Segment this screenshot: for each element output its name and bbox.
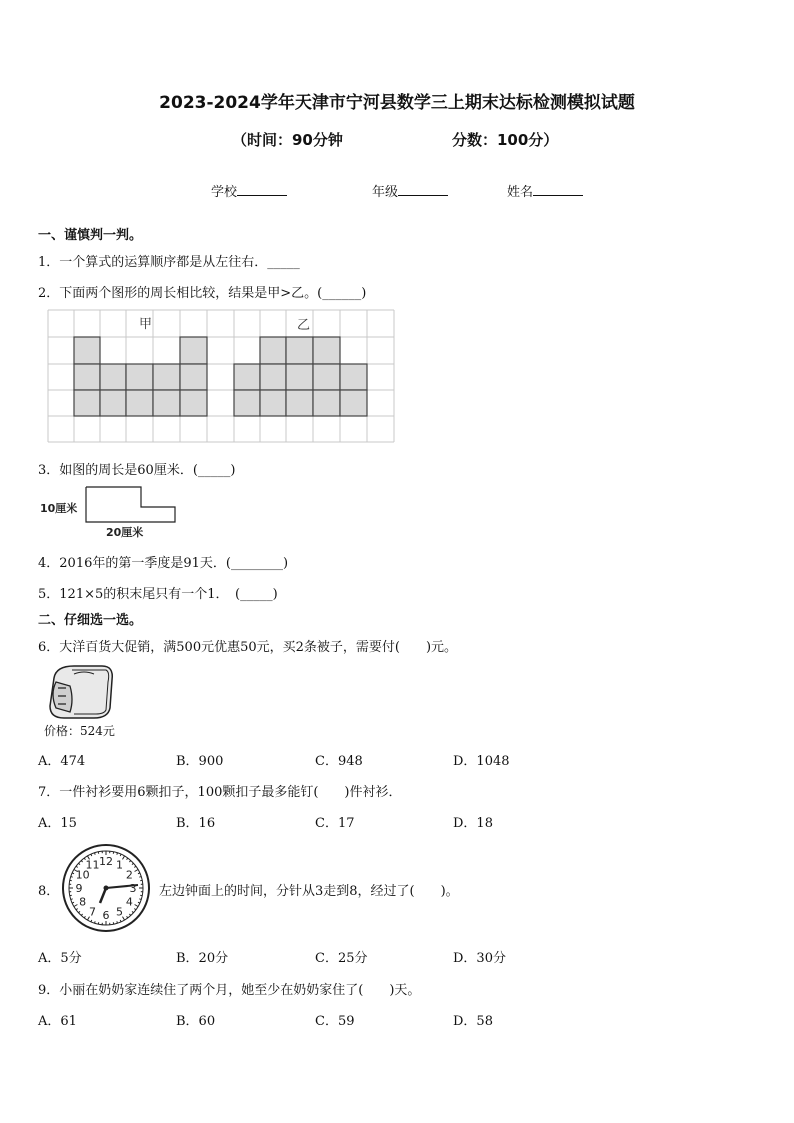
clock-tick [95,921,96,923]
question-8-number: 8． [38,884,60,899]
q7-option-a[interactable]: A．15 [38,816,77,831]
perimeter-grid-figure [46,308,396,444]
q6-option-b[interactable]: B．900 [176,754,224,769]
grade-label: 年级 [372,185,399,200]
quilt-icon [44,660,126,722]
clock-number: 5 [116,905,123,919]
section-1-heading: 一、谨慎判一判。 [38,228,143,243]
q9-option-b[interactable]: B．60 [176,1014,216,1029]
clock-number: 6 [102,909,110,922]
clock-number: 9 [75,882,83,895]
label-20cm: 20厘米 [106,526,144,539]
q7-option-c[interactable]: C．17 [315,816,355,831]
price-label: 价格：524元 [44,724,115,738]
school-label: 学校 [211,185,238,200]
q8-option-b[interactable]: B．20分 [176,951,229,966]
q8-option-c[interactable]: C．25分 [315,951,368,966]
clock-number: 1 [116,858,123,872]
clock-tick [139,899,141,900]
question-2: 2．下面两个图形的周长相比较，结果是甲>乙。(______) [38,286,367,301]
school-field [211,181,287,200]
clock-tick [71,899,73,900]
question-9: 9．小丽在奶奶家连续住了两个月，她至少在奶奶家住了( )天。 [38,983,421,998]
question-3: 3．如图的周长是60厘米．(_____) [38,463,236,478]
clock-icon [60,843,152,933]
name-field [507,181,583,200]
q8-option-a[interactable]: A．5分 [38,951,82,966]
clock-number: 8 [79,895,87,909]
question-5: 5．121×5的积末尾只有一个1． (_____) [38,587,278,602]
clock-tick [117,853,118,855]
q9-option-c[interactable]: C．59 [315,1014,355,1029]
q7-option-d[interactable]: D．18 [453,816,493,831]
q7-option-b[interactable]: B．16 [176,816,216,831]
grade-blank [398,183,448,196]
clock-tick [71,877,73,878]
question-4: 4．2016年的第一季度是91天．(________) [38,556,289,571]
clock-number: 4 [125,895,133,909]
grade-field [372,181,448,200]
clock-tick [95,853,96,855]
time-label: （时间：90分钟 [232,131,343,149]
q9-option-a[interactable]: A．61 [38,1014,77,1029]
name-blank [533,183,583,196]
shape-yi [234,337,367,416]
clock-number: 11 [85,858,100,872]
q6-option-c[interactable]: C．948 [315,754,363,769]
page-title: 2023-2024学年天津市宁河县数学三上期末达标检测模拟试题 [159,93,635,113]
step-shape-figure [38,484,188,540]
label-yi: 乙 [297,318,311,333]
q6-option-a[interactable]: A．474 [38,754,86,769]
q6-option-d[interactable]: D．1048 [453,754,510,769]
score-label: 分数：100分） [452,131,559,149]
clock-number: 10 [75,868,90,882]
clock-tick [117,921,118,923]
question-6: 6．大洋百货大促销，满500元优惠50元，买2条被子，需要付( )元。 [38,640,458,655]
q8-option-d[interactable]: D．30分 [453,951,506,966]
clock-number: 12 [99,855,113,868]
shape-jia [74,337,207,416]
label-jia: 甲 [139,317,153,332]
clock-number: 3 [129,882,137,895]
clock-tick [139,877,141,878]
name-label: 姓名 [507,185,534,200]
clock-number: 2 [125,868,133,882]
school-blank [237,183,287,196]
question-1: 1．一个算式的运算顺序都是从左往右．_____ [38,255,300,270]
question-7: 7．一件衬衫要用6颗扣子，100颗扣子最多能钉( )件衬衫． [38,785,402,800]
q9-option-d[interactable]: D．58 [453,1014,493,1029]
question-8: 左边钟面上的时间，分针从3走到8，经过了( )。 [159,884,459,899]
label-10cm: 10厘米 [40,502,78,515]
section-2-heading: 二、仔细选一选。 [38,613,143,628]
clock-number: 7 [89,905,96,919]
